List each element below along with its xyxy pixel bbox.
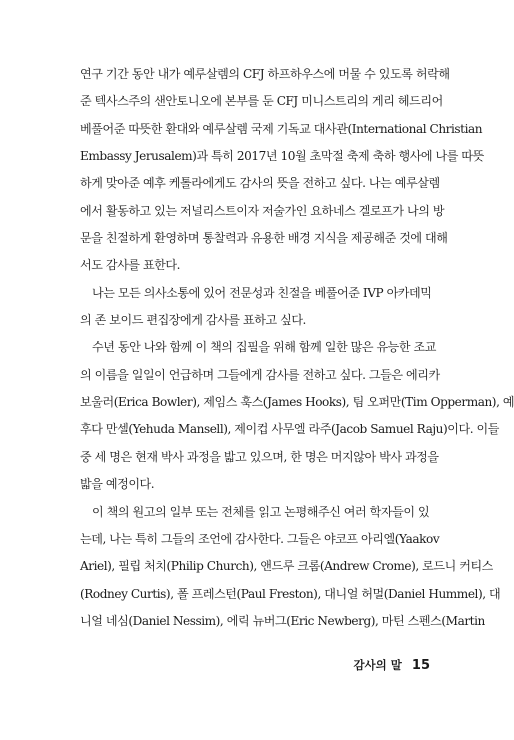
text-line: 의 존 보이드 편집장에게 감사를 표하고 싶다. [80,313,306,328]
body-text [80,61,514,635]
paragraph [80,280,432,335]
text-line: Embassy Jerusalem)과 특히 2017년 10월 초막절 축제 축하 행사에 나를 따뜻 [80,149,484,164]
text-line: 나는 모든 의사소통에 있어 전문성과 친절을 베풀어준 IVP 아카데믹 [92,285,432,300]
paragraph [80,499,501,636]
paragraph [80,61,484,280]
text-line: 하게 맞아준 예후 케톨라에게도 감사의 뜻을 전하고 싶다. 나는 예루살렘 [80,176,440,191]
text-line: 베풀어준 따뜻한 환대와 예루살렘 국제 기독교 대사관(International Christian [80,121,483,136]
text-line: 보울러(Erica Bowler), 제임스 훅스(James Hooks), 팀 오퍼만(Tim Opperman), 예 [80,395,514,410]
text-line: 의 이름을 일일이 언급하며 그들에게 감사를 전하고 싶다. 그들은 에리카 [80,367,440,382]
text-line: 후다 만셀(Yehuda Mansell), 제이컵 사무엘 라주(Jacob Samuel Raju)이다. 이들 [80,422,500,437]
text-line: 에서 활동하고 있는 저널리스트이자 저술가인 요하네스 겔로프가 나의 방 [80,203,445,218]
text-line: (Rodney Curtis), 폴 프레스턴(Paul Freston), 대니얼 허멀(Daniel Hummel), 대 [80,586,501,601]
text-line: 수년 동안 나와 함께 이 책의 집필을 위해 함께 일한 많은 유능한 조교 [92,340,437,355]
paragraph [80,334,514,498]
text-line: Ariel), 필립 처치(Philip Church), 앤드루 크롬(Andrew Crome), 로드니 커티스 [80,559,493,574]
page-footer [353,657,430,673]
text-line: 준 텍사스주의 샌안토니오에 본부를 둔 CFJ 미니스트리의 게리 헤드리어 [80,94,443,109]
text-line: 밟을 예정이다. [80,477,155,492]
text-line: 중 세 명은 현재 박사 과정을 밟고 있으며, 한 명은 머지않아 박사 과정을 [80,449,439,464]
text-line: 서도 감사를 표한다. [80,258,181,273]
text-line: 연구 기간 동안 내가 예루살렘의 CFJ 하프하우스에 머물 수 있도록 허락해 [80,67,450,81]
text-line: 문을 친절하게 환영하며 통찰력과 유용한 배경 지식을 제공해준 것에 대해 [80,231,448,246]
running-footer-title: 감사의 말 [353,658,402,672]
page-number: 15 [411,658,430,673]
text-line: 는데, 나는 특히 그들의 조언에 감사한다. 그들은 야코프 아리엘(Yaakov [80,531,440,546]
text-line: 니얼 네심(Daniel Nessim), 에릭 뉴버그(Eric Newberg), 마틴 스펜스(Martin [80,613,485,628]
text-line: 이 책의 원고의 일부 또는 전체를 읽고 논평해주신 여러 학자들이 있 [92,504,430,519]
